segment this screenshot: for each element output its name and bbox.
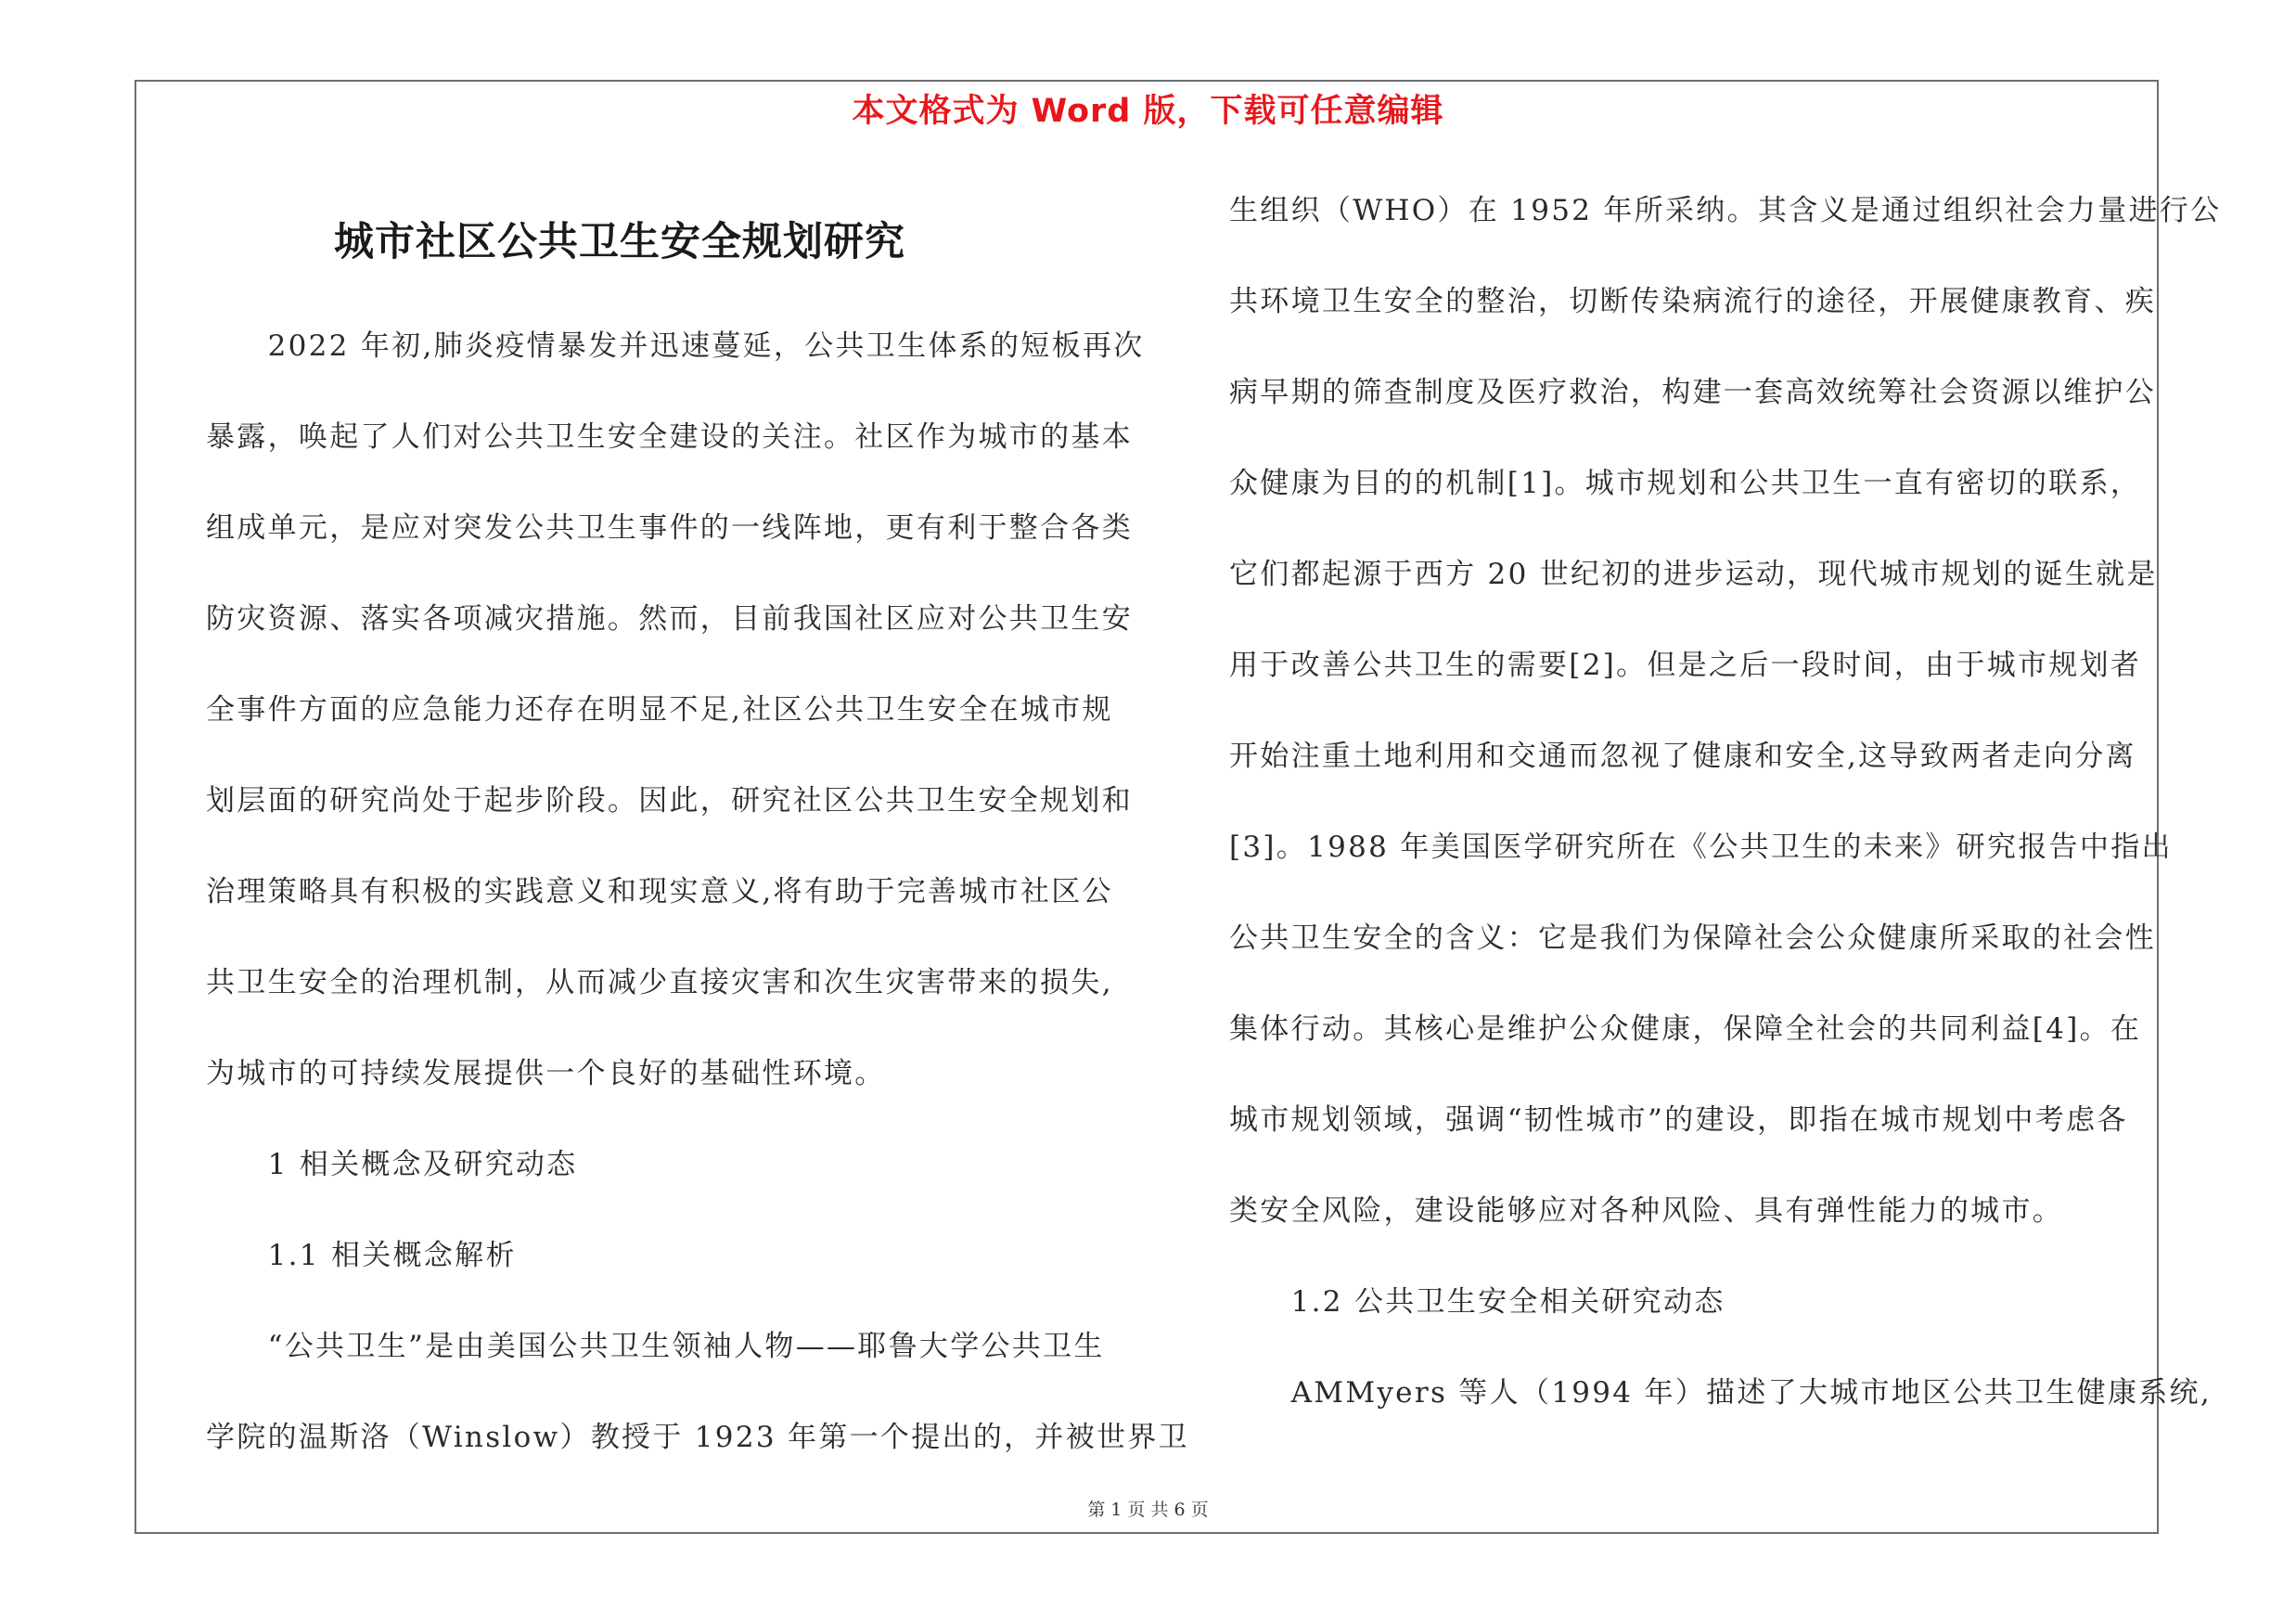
left-line-13: 学院的温斯洛（Winslow）教授于 1923 年第一个提出的，并被世界卫 — [206, 1421, 1189, 1454]
right-line-11: 城市规划领域，强调“韧性城市”的建设，即指在城市规划中考虑各 — [1229, 1103, 2128, 1137]
left-line-7: 治理策略具有积极的实践意义和现实意义,将有助于完善城市社区公 — [206, 875, 1113, 908]
right-line-9: 公共卫生安全的含义：它是我们为保障社会公众健康所采取的社会性 — [1229, 921, 2156, 955]
right-line-4: 众健康为目的的机制[1]。城市规划和公共卫生一直有密切的联系， — [1229, 467, 2142, 500]
left-line-12: “公共卫生”是由美国公共卫生领袖人物——耶鲁大学公共卫生 — [206, 1330, 1105, 1363]
right-line-8: [3]。1988 年美国医学研究所在《公共卫生的未来》研究报告中指出 — [1229, 831, 2173, 864]
left-line-4: 防灾资源、落实各项减灾措施。然而，目前我国社区应对公共卫生安 — [206, 602, 1133, 636]
right-line-6: 用于改善公共卫生的需要[2]。但是之后一段时间，由于城市规划者 — [1229, 649, 2142, 682]
section-heading-1-1: 1.1 相关概念解析 — [206, 1239, 517, 1272]
right-line-2: 共环境卫生安全的整治，切断传染病流行的途径，开展健康教育、疾 — [1229, 285, 2156, 318]
left-line-6: 划层面的研究尚处于起步阶段。因此，研究社区公共卫生安全规划和 — [206, 784, 1133, 818]
right-line-10: 集体行动。其核心是维护公众健康，保障全社会的共同利益[4]。在 — [1229, 1012, 2142, 1046]
left-line-2: 暴露，唤起了人们对公共卫生安全建设的关注。社区作为城市的基本 — [206, 420, 1133, 454]
section-heading-1-2: 1.2 公共卫生安全相关研究动态 — [1229, 1285, 1725, 1319]
right-line-7: 开始注重土地利用和交通而忽视了健康和安全,这导致两者走向分离 — [1229, 740, 2136, 773]
left-line-9: 为城市的可持续发展提供一个良好的基础性环境。 — [206, 1057, 886, 1090]
right-line-5: 它们都起源于西方 20 世纪初的进步运动，现代城市规划的诞生就是 — [1229, 558, 2158, 591]
right-line-12: 类安全风险，建设能够应对各种风险、具有弹性能力的城市。 — [1229, 1194, 2064, 1228]
format-banner: 本文格式为 Word 版，下载可任意编辑 — [852, 93, 1444, 130]
left-line-1: 2022 年初,肺炎疫情暴发并迅速蔓延，公共卫生体系的短板再次 — [206, 329, 1145, 363]
right-line-14: AMMyers 等人（1994 年）描述了大城市地区公共卫生健康系统, — [1229, 1376, 2213, 1410]
section-heading-1: 1 相关概念及研究动态 — [206, 1148, 578, 1181]
left-line-8: 共卫生安全的治理机制，从而减少直接灾害和次生灾害带来的损失, — [206, 966, 1113, 999]
left-line-5: 全事件方面的应急能力还存在明显不足,社区公共卫生安全在城市规 — [206, 693, 1113, 727]
right-line-3: 病早期的筛查制度及医疗救治，构建一套高效统筹社会资源以维护公 — [1229, 376, 2156, 409]
right-line-1: 生组织（WHO）在 1952 年所采纳。其含义是通过组织社会力量进行公 — [1229, 194, 2222, 227]
page-number-footer: 第 1 页 共 6 页 — [1087, 1500, 1209, 1520]
document-title: 城市社区公共卫生安全规划研究 — [334, 219, 905, 265]
left-line-3: 组成单元，是应对突发公共卫生事件的一线阵地，更有利于整合各类 — [206, 511, 1133, 545]
